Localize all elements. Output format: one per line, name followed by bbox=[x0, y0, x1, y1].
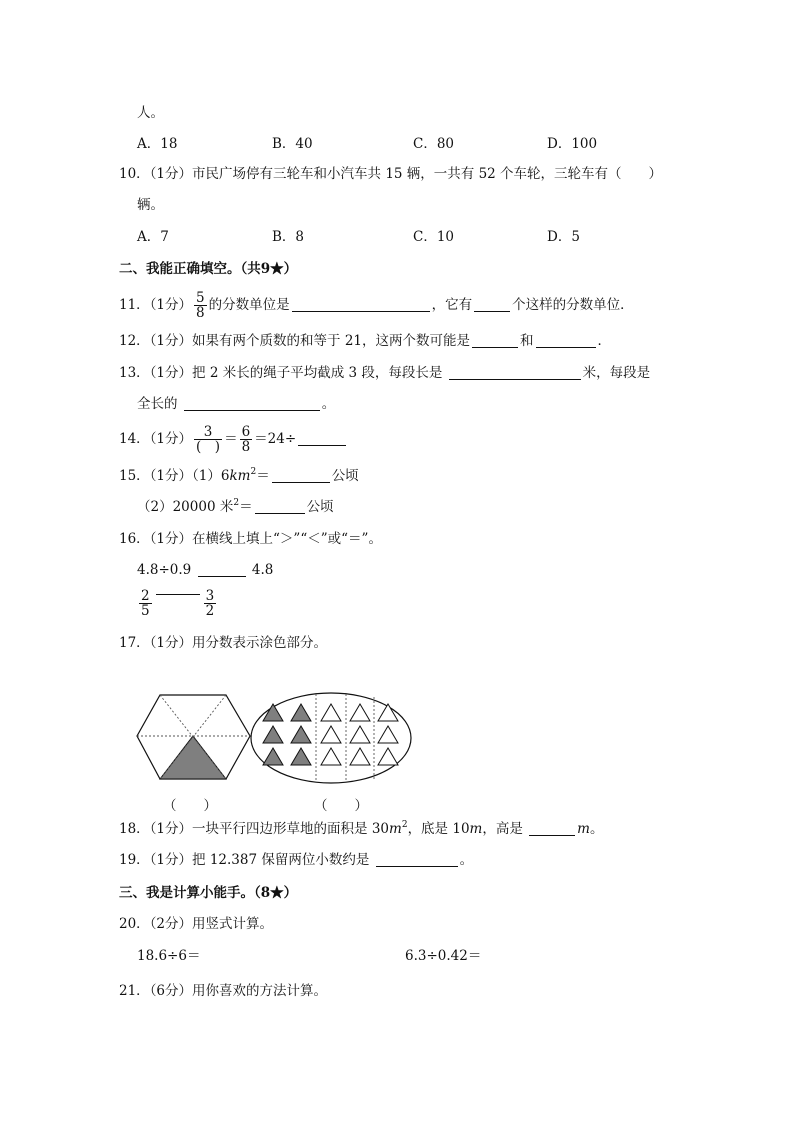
score: （1分） bbox=[149, 531, 193, 547]
unit-km: km bbox=[229, 468, 251, 484]
answer-blank[interactable] bbox=[272, 468, 330, 483]
q19-text-2: 。 bbox=[459, 852, 474, 868]
score: （2分） bbox=[149, 916, 193, 932]
question-text: 市民广场停有三轮车和小汽车共 15 辆，一共有 52 个车轮，三轮车有（ ） bbox=[192, 166, 663, 182]
answer-blank[interactable] bbox=[184, 396, 320, 411]
q16-row-1 bbox=[137, 561, 273, 579]
answer-blank[interactable] bbox=[529, 821, 575, 836]
q11-text-2: ，它有 bbox=[431, 297, 473, 313]
question-number: 11． bbox=[119, 297, 150, 313]
q17-answer-1[interactable]: （ ） bbox=[163, 798, 217, 814]
q9-tail: 人。 bbox=[137, 105, 164, 121]
question-number: 19． bbox=[119, 852, 150, 868]
question-15 bbox=[119, 467, 359, 485]
ellipse-figure bbox=[251, 693, 411, 783]
fraction-2-5: $\frac{2}{5}$ bbox=[141, 588, 150, 619]
q9-option-b: B．40 bbox=[272, 136, 313, 152]
q13-text-2: 米，每段是 bbox=[582, 365, 651, 381]
unit-m: m bbox=[469, 821, 483, 837]
section-3-title: 三、我是计算小能手。（8★） bbox=[119, 885, 298, 901]
q17-answer-2[interactable]: （ ） bbox=[314, 798, 368, 814]
q14-text: ＝24÷ bbox=[254, 431, 297, 447]
q10-option-d: D．5 bbox=[547, 229, 580, 245]
section-2-title: 二、我能正确填空。（共9★） bbox=[119, 261, 298, 277]
answer-blank[interactable] bbox=[156, 594, 200, 595]
equals-sign: ＝ bbox=[256, 468, 270, 484]
q9-option-c: C．80 bbox=[413, 136, 455, 152]
q18-text-1: 一块平行四边形草地的面积是 30 bbox=[192, 821, 390, 837]
answer-blank[interactable] bbox=[292, 297, 430, 312]
score: （1分） bbox=[149, 852, 193, 868]
answer-blank[interactable] bbox=[472, 333, 518, 348]
q18-text-4: 。 bbox=[589, 821, 604, 837]
unit-m: m bbox=[577, 821, 590, 837]
score: （6分） bbox=[149, 983, 193, 999]
score: （1分） bbox=[149, 166, 193, 182]
answer-blank[interactable] bbox=[198, 562, 246, 577]
q15-unit-hectare: 公顷 bbox=[306, 499, 334, 515]
q12-text-3: ． bbox=[597, 333, 612, 349]
answer-blank[interactable] bbox=[298, 431, 346, 446]
score: （1分） bbox=[149, 635, 193, 651]
equals-sign: ＝ bbox=[224, 431, 238, 447]
q20-expression-1: 18.6÷6＝ bbox=[137, 948, 201, 964]
q13-line-2 bbox=[137, 395, 335, 413]
question-number: 17． bbox=[119, 635, 150, 651]
q10-option-c: C．10 bbox=[413, 229, 455, 245]
score: （1分） bbox=[149, 297, 193, 313]
q15-part-2-label: （2）20000 米 bbox=[137, 499, 234, 515]
question-18 bbox=[119, 820, 603, 838]
question-13 bbox=[119, 364, 650, 382]
q9-option-d: D．100 bbox=[547, 136, 598, 152]
question-10 bbox=[119, 165, 662, 183]
score: （1分） bbox=[149, 333, 193, 349]
q11-text-3: 个这样的分数单位． bbox=[512, 297, 634, 313]
q16-row-1-left: 4.8÷0.9 bbox=[137, 562, 192, 578]
question-number: 18． bbox=[119, 821, 150, 837]
q20-expression-2: 6.3÷0.42＝ bbox=[405, 948, 482, 964]
q13-text-1: 把 2 米长的绳子平均截成 3 段，每段长是 bbox=[192, 365, 443, 381]
q18-text-2: ，底是 10 bbox=[407, 821, 470, 837]
score: （1分） bbox=[149, 431, 193, 447]
score: （1分） bbox=[149, 365, 193, 381]
question-number: 15． bbox=[119, 468, 150, 484]
question-number: 10． bbox=[119, 166, 150, 182]
question-number: 13． bbox=[119, 365, 150, 381]
q16-row-1-right: 4.8 bbox=[251, 562, 274, 578]
question-19 bbox=[119, 851, 473, 869]
q18-text-3: ，高是 bbox=[482, 821, 523, 837]
q10-option-a: A．7 bbox=[137, 229, 169, 245]
q10-option-b: B．8 bbox=[272, 229, 305, 245]
answer-blank[interactable] bbox=[536, 333, 596, 348]
q15-unit-hectare: 公顷 bbox=[331, 468, 359, 484]
q13-text-3: 。 bbox=[321, 396, 336, 412]
fraction-3-blank: $\frac{3}{( )}$ bbox=[196, 424, 221, 455]
fraction-6-8: $\frac{6}{8}$ bbox=[241, 424, 251, 455]
q17-figures bbox=[130, 686, 420, 790]
score: （1分） bbox=[149, 821, 193, 837]
q10-tail: 辆。 bbox=[137, 197, 164, 213]
answer-blank[interactable] bbox=[449, 365, 581, 380]
question-number: 20． bbox=[119, 916, 150, 932]
fraction-5-8: $\frac{5}{8}$ bbox=[196, 290, 205, 321]
answer-blank[interactable] bbox=[474, 297, 510, 312]
question-number: 12． bbox=[119, 333, 150, 349]
question-text: 用你喜欢的方法计算。 bbox=[192, 983, 328, 999]
q12-text-1: 如果有两个质数的和等于 21，这两个数可能是 bbox=[192, 333, 471, 349]
superscript: 2 bbox=[401, 820, 408, 830]
question-text: 用竖式计算。 bbox=[192, 916, 274, 932]
question-16 bbox=[119, 530, 382, 548]
fraction-3-2: $\frac{3}{2}$ bbox=[205, 588, 215, 619]
question-number: 16． bbox=[119, 531, 150, 547]
question-text: 用分数表示涂色部分。 bbox=[192, 635, 328, 651]
unit-m: m bbox=[389, 821, 402, 837]
answer-blank[interactable] bbox=[376, 852, 458, 867]
equals-sign: ＝ bbox=[239, 499, 253, 515]
question-17 bbox=[119, 634, 327, 652]
superscript: 2 bbox=[233, 498, 240, 508]
question-text: 在横线上填上“＞”“＜”或“＝”。 bbox=[192, 531, 382, 547]
question-20 bbox=[119, 915, 273, 933]
question-number: 14． bbox=[119, 431, 150, 447]
question-14 bbox=[119, 424, 348, 454]
q12-text-2: 和 bbox=[520, 333, 534, 349]
question-number: 21． bbox=[119, 983, 150, 999]
q16-row-2 bbox=[137, 588, 218, 618]
question-12 bbox=[119, 332, 611, 350]
superscript: 2 bbox=[250, 467, 257, 477]
q15-part-2 bbox=[137, 498, 334, 516]
question-11 bbox=[119, 290, 634, 320]
q9-option-a: A．18 bbox=[137, 136, 178, 152]
hexagon-figure bbox=[137, 695, 250, 779]
answer-blank[interactable] bbox=[255, 499, 305, 514]
score: （1分） bbox=[149, 468, 193, 484]
question-21 bbox=[119, 982, 327, 1000]
q11-text-1: 的分数单位是 bbox=[208, 297, 290, 313]
q13-line-2-text: 全长的 bbox=[137, 396, 178, 412]
q15-part-1-label: （1）6 bbox=[192, 468, 230, 484]
q19-text-1: 把 12.387 保留两位小数约是 bbox=[192, 852, 370, 868]
